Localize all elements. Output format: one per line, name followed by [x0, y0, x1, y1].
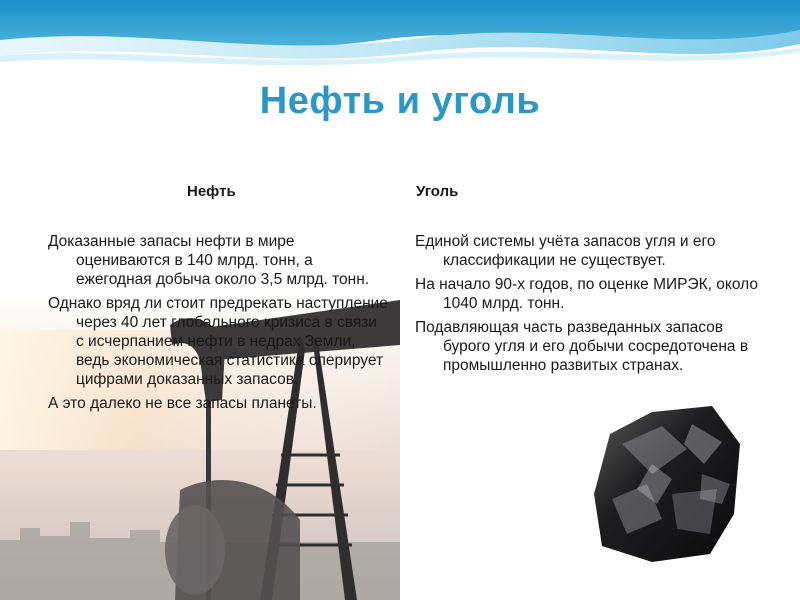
coal-lump-image [592, 404, 744, 564]
oil-paragraph: А это далеко не все запасы планеты. [48, 395, 317, 412]
oil-paragraph: Доказанные запасы нефти в мире оцениваются в 140 млрд. тонн, а ежегодная добыча около 3,5 млрд. тонн. [48, 233, 370, 288]
oil-paragraph: Однако вряд ли стоит предрекать наступление через 40 лет глобального кризиса в связи с исчерпанием нефти в недрах Земли, ведь экономическая статистика оперирует цифрами доказанных запасов. [48, 295, 388, 388]
oil-column [48, 232, 388, 418]
oil-heading: Нефть [187, 183, 236, 200]
coal-paragraph: На начало 90-х годов, по оценке МИРЭК, около 1040 млрд. тонн. [415, 276, 758, 312]
coal-paragraph: Подавляющая часть разведанных запасов бурого угля и его добычи сосредоточена в промышленно развитых странах. [415, 319, 749, 374]
coal-column [415, 232, 760, 380]
coal-paragraph: Единой системы учёта запасов угля и его классификации не существует. [415, 233, 716, 269]
coal-heading: Уголь [416, 183, 459, 200]
slide-title: Нефть и уголь [259, 80, 541, 122]
wave-banner [0, 0, 800, 70]
